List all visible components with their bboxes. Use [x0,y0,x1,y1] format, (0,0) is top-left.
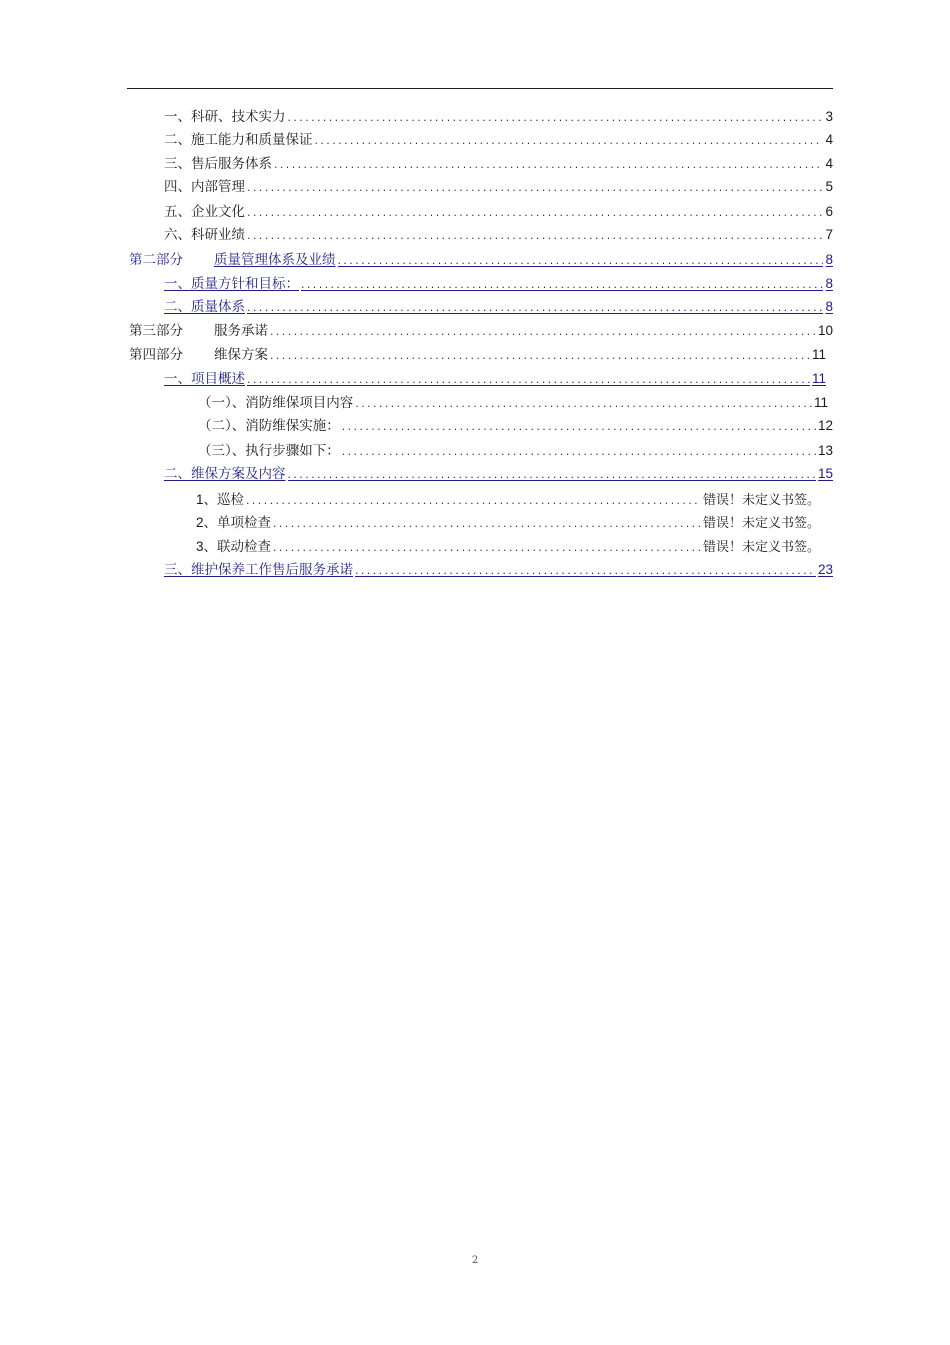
toc-entry-title: 、单项检查 [203,515,272,531]
toc-leader [270,345,810,367]
toc-entry-label: 一、项目概述 [164,371,245,387]
toc-entry-link[interactable] [164,463,833,485]
toc-entry-link[interactable] [164,273,833,295]
toc-entry[interactable] [198,392,828,414]
toc-leader [342,441,816,463]
toc-entry-label: 二、质量体系 [164,299,245,315]
toc-entry-page: 10 [817,323,833,338]
toc-leader [288,464,816,486]
toc-entry-page: 15 [817,466,833,481]
toc-part-label: 第三部分 [129,323,183,339]
toc-entry[interactable] [164,129,833,151]
toc-leader [301,274,823,296]
toc-leader [273,513,701,535]
toc-part-title: 质量管理体系及业绩 [214,252,336,268]
toc-part-title: 维保方案 [214,347,268,363]
toc-entry-link[interactable] [164,296,833,318]
toc-leader [355,393,812,415]
toc-entry-page: 13 [817,443,833,458]
toc-entry[interactable] [196,512,820,534]
toc-entry-page: 23 [817,562,833,577]
toc-entry-page: 8 [825,276,833,291]
toc-part-label: 第四部分 [129,347,183,363]
toc-leader [247,297,823,319]
page-number: 2 [471,1255,479,1266]
toc-entry-number: 1 [196,492,204,507]
toc-entry-page: 4 [825,132,833,147]
toc-part-label: 第二部分 [129,252,183,268]
toc-entry[interactable] [164,201,833,223]
toc-entry[interactable] [196,489,820,511]
toc-leader [246,490,701,512]
toc-leader [247,225,823,247]
toc-entry-label: 四、内部管理 [164,179,245,195]
toc-entry-label: 一、科研、技术实力 [164,109,286,125]
toc-entry[interactable] [198,415,833,437]
toc-entry-label: 五、企业文化 [164,204,245,220]
toc-entry-page: 6 [825,204,833,219]
toc-entry-label [129,344,268,366]
toc-leader [247,369,810,391]
toc-entry-number: 3 [196,539,204,554]
toc-entry-page: 12 [817,418,833,433]
toc-entry-number: 2 [196,515,204,530]
toc-entry-label: （三）、执行步骤如下： [198,443,340,459]
toc-entry[interactable] [196,536,820,558]
toc-leader [273,537,701,559]
toc-entry-page: 5 [825,179,833,194]
toc-entry-link[interactable] [164,559,833,581]
toc-entry[interactable] [129,320,833,342]
toc-entry-page: 8 [825,299,833,314]
toc-leader [247,177,823,199]
toc-entry-page: 3 [825,109,833,124]
toc-leader [274,154,823,176]
toc-entry-page: 11 [813,395,828,410]
toc-entry-title: 、巡检 [203,492,245,508]
toc-entry-page: 错误！未定义书签。 [702,540,820,555]
toc-entry-title: 、联动检查 [203,539,272,555]
toc-entry-label [196,536,271,558]
toc-entry-page: 7 [825,227,833,242]
toc-entry-label: 二、施工能力和质量保证 [164,132,313,148]
toc-entry-page: 4 [825,156,833,171]
toc-entry[interactable] [164,224,833,246]
toc-entry-page: 错误！未定义书签。 [702,493,820,508]
toc-entry-page: 8 [825,252,833,267]
toc-entry-link[interactable] [129,249,833,271]
toc-leader [338,250,824,272]
toc-entry-label [129,249,336,271]
toc-entry[interactable] [164,176,833,198]
toc-entry-label: （一）、消防维保项目内容 [198,395,354,411]
toc-entry-label [196,512,271,534]
toc-entry-page: 错误！未定义书签。 [702,516,820,531]
toc-entry-label: 三、维护保养工作售后服务承诺 [164,562,353,578]
toc-leader [355,560,816,582]
toc-entry-label [129,320,268,342]
toc-entry-link[interactable] [164,368,826,390]
toc-leader [288,107,824,129]
header-rule [127,88,833,89]
toc-entry[interactable] [129,344,826,366]
toc-entry-label: 三、售后服务体系 [164,156,272,172]
toc-entry[interactable] [164,106,833,128]
toc-entry-label: （二）、消防维保实施： [198,418,340,434]
toc-entry-page: 11 [811,347,826,362]
toc-leader [342,416,816,438]
toc-entry-label: 二、维保方案及内容 [164,466,286,482]
toc-leader [270,321,816,343]
toc-entry[interactable] [198,440,833,462]
toc-entry[interactable] [164,153,833,175]
toc-entry-label: 一、质量方针和目标： [164,276,299,292]
toc-entry-label: 六、科研业绩 [164,227,245,243]
toc-leader [247,202,823,224]
toc-leader [315,130,824,152]
toc-part-title: 服务承诺 [214,323,268,339]
toc-entry-label [196,489,244,511]
toc-entry-page: 11 [811,371,826,386]
